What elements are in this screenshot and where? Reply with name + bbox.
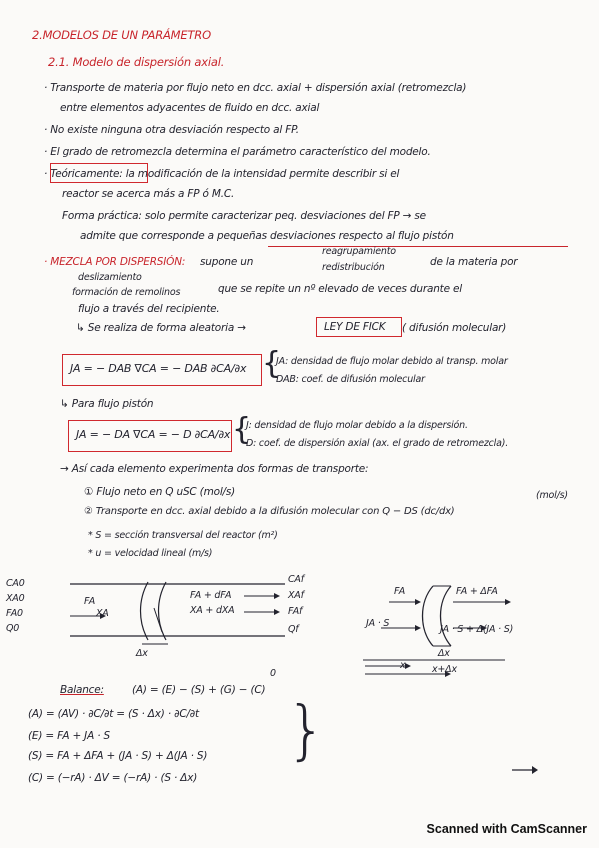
outlet-label: FAf bbox=[288, 606, 303, 617]
transport-s: * S = sección transversal del reactor (m²) bbox=[88, 530, 278, 541]
eq2-lead: ↳ Para flujo pistón bbox=[60, 398, 154, 410]
inlet-label: FA0 bbox=[6, 608, 23, 619]
element-label: FA bbox=[394, 586, 406, 597]
flow-label: XA bbox=[96, 608, 109, 619]
element-label: FA + ΔFA bbox=[456, 586, 498, 597]
transport-intro: → Así cada elemento experimenta dos formas de transporte: bbox=[60, 463, 369, 475]
balance-line: (C) = (−rA) · ΔV = (−rA) · (S · Δx) bbox=[28, 772, 198, 784]
bullet-line: · El grado de retromezcla determina el parámetro característico del modelo. bbox=[44, 146, 431, 158]
outlet-label: CAf bbox=[288, 574, 304, 585]
mezcla-text: supone un bbox=[200, 256, 254, 268]
mezcla-text: redistribución bbox=[322, 262, 385, 273]
eq2-note: J: densidad de flujo molar debido a la dispersión. bbox=[246, 420, 468, 431]
bullet-line: reactor se acerca más a FP ó M.C. bbox=[62, 188, 235, 200]
bullet-line: · No existe ninguna otra desviación respecto al FP. bbox=[44, 124, 299, 136]
eq2-note: D: coef. de dispersión axial (ax. el grado de retromezcla). bbox=[246, 438, 509, 449]
bullet-line: · Teóricamente: la modificación de la intensidad permite describir si el bbox=[44, 168, 400, 180]
balance-line: (A) = (AV) · ∂C/∂t = (S · Δx) · ∂C/∂t bbox=[28, 708, 199, 720]
eq1-note: JA: densidad de flujo molar debido al transp. molar bbox=[276, 356, 508, 367]
dx-label: Δx bbox=[136, 648, 148, 659]
mezcla-text: de la materia por bbox=[430, 256, 518, 268]
transport-1: ① Flujo neto en Q uSC (mol/s) bbox=[84, 486, 236, 498]
scanner-watermark: Scanned with CamScanner bbox=[426, 822, 587, 836]
balance-brace: } bbox=[286, 694, 327, 768]
reactor-diagram bbox=[30, 570, 350, 670]
flow-label: FA bbox=[84, 596, 96, 607]
subsection-heading: 2.1. Modelo de dispersión axial. bbox=[48, 55, 225, 69]
brace-2: { bbox=[232, 412, 251, 447]
balance-line: (S) = FA + ΔFA + (JA · S) + Δ(JA · S) bbox=[28, 750, 208, 762]
balance-line: (E) = FA + JA · S bbox=[28, 730, 110, 742]
eq1-note: DAB: coef. de difusión molecular bbox=[276, 374, 425, 385]
balance-zero: 0 bbox=[270, 668, 276, 679]
element-label: JA · S + Δ(JA · S) bbox=[440, 624, 514, 635]
transport-2: ② Transporte en dcc. axial debido a la difusión molecular con Q − DS (dc/dx) bbox=[84, 506, 455, 517]
inlet-label: CA0 bbox=[6, 578, 25, 589]
brace-1: { bbox=[262, 346, 281, 381]
bullet-line: entre elementos adyacentes de fluido en dcc. axial bbox=[60, 102, 320, 114]
red-underline bbox=[268, 246, 568, 247]
mezcla-text: formación de remolinos bbox=[72, 287, 181, 298]
fick-label: LEY DE FICK bbox=[324, 321, 386, 333]
inlet-label: Q0 bbox=[6, 623, 20, 634]
element-label: x+Δx bbox=[432, 664, 457, 675]
section-heading: 2.MODELOS DE UN PARÁMETRO bbox=[32, 28, 211, 42]
transport-units: (mol/s) bbox=[536, 490, 568, 501]
arrow-icon bbox=[510, 764, 540, 776]
element-label: JA · S bbox=[366, 618, 390, 629]
mezcla-text: que se repite un nº elevado de veces durante el bbox=[218, 283, 462, 295]
bullet-line: admite que corresponde a pequeñas desviaciones respecto al flujo pistón bbox=[80, 230, 454, 242]
balance-label: Balance: bbox=[60, 684, 104, 696]
outlet-label: Qf bbox=[288, 624, 299, 635]
inlet-label: XA0 bbox=[6, 593, 25, 604]
equation-2: JA = − DA ∇CA = − D ∂CA/∂x bbox=[76, 428, 231, 441]
element-label: Δx bbox=[438, 648, 450, 659]
transport-u: * u = velocidad lineal (m/s) bbox=[88, 548, 213, 559]
mezcla-lead: · MEZCLA POR DISPERSIÓN: bbox=[44, 256, 186, 268]
mezcla-text: ↳ Se realiza de forma aleatoria → bbox=[76, 322, 246, 334]
element-label: x bbox=[400, 660, 406, 671]
bullet-line: · Transporte de materia por flujo neto en dcc. axial + dispersión axial (retromezcla) bbox=[44, 82, 467, 94]
bullet-line: Forma práctica: solo permite caracterizar peq. desviaciones del FP → se bbox=[62, 210, 426, 222]
mezcla-text: deslizamiento bbox=[78, 272, 142, 283]
equation-1: JA = − DAB ∇CA = − DAB ∂CA/∂x bbox=[70, 362, 247, 375]
outlet-label: XAf bbox=[288, 590, 304, 601]
mezcla-text: flujo a través del recipiente. bbox=[78, 303, 220, 315]
balance-equation: (A) = (E) − (S) + (G) − (C) bbox=[132, 684, 266, 696]
mezcla-text: reagrupamiento bbox=[322, 246, 396, 257]
flow-label: XA + dXA bbox=[190, 605, 235, 616]
mezcla-text: ( difusión molecular) bbox=[402, 322, 507, 334]
flow-label: FA + dFA bbox=[190, 590, 232, 601]
highlight-box bbox=[50, 163, 148, 183]
